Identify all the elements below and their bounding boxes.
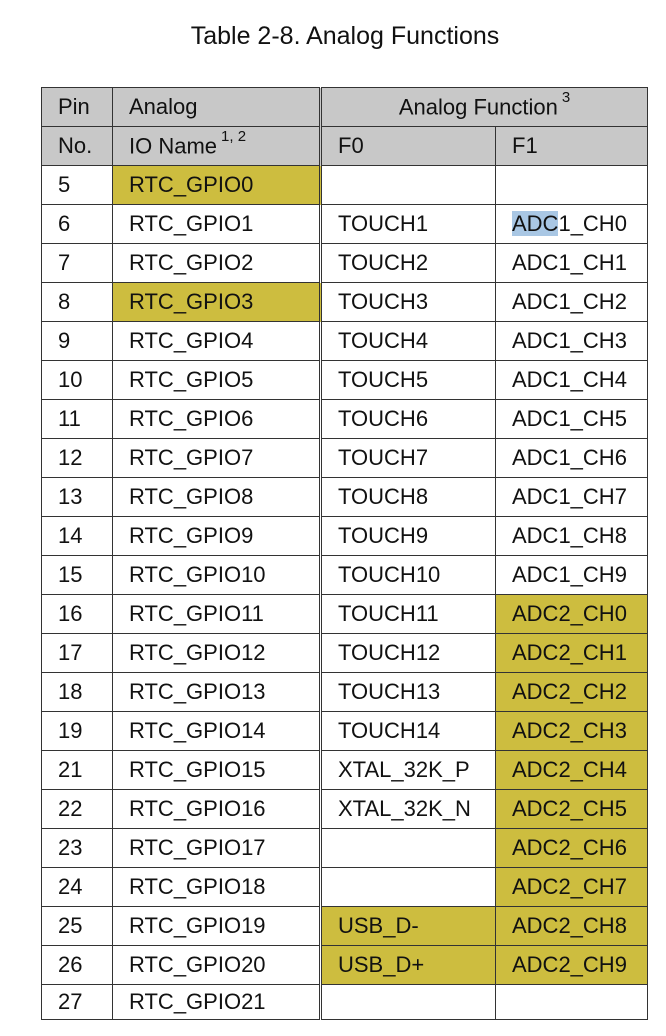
f0-cell <box>321 985 496 1020</box>
f1-cell: ADC1_CH6 <box>496 439 648 478</box>
table-row <box>42 829 648 868</box>
io-name-cell: RTC_GPIO21 <box>113 985 321 1020</box>
pin-number-cell: 21 <box>42 751 113 790</box>
pin-number-cell: 5 <box>42 166 113 205</box>
f0-cell: TOUCH5 <box>321 361 496 400</box>
f1-cell: ADC1_CH4 <box>496 361 648 400</box>
f0-cell: TOUCH4 <box>321 322 496 361</box>
io-name-cell: RTC_GPIO4 <box>113 322 321 361</box>
io-header-line1: Analog <box>113 88 321 127</box>
table-row <box>42 868 648 907</box>
io-name-cell: RTC_GPIO9 <box>113 517 321 556</box>
f0-cell: TOUCH11 <box>321 595 496 634</box>
io-name-cell: RTC_GPIO7 <box>113 439 321 478</box>
f1-cell: ADC1_CH9 <box>496 556 648 595</box>
pin-number-cell: 25 <box>42 907 113 946</box>
table-row <box>42 556 648 595</box>
table-row <box>42 985 648 1020</box>
io-name-cell: RTC_GPIO13 <box>113 673 321 712</box>
f1-cell: ADC2_CH4 <box>496 751 648 790</box>
io-name-cell: RTC_GPIO0 <box>113 166 321 205</box>
table-row <box>42 478 648 517</box>
table-row <box>42 673 648 712</box>
f0-cell: TOUCH12 <box>321 634 496 673</box>
f0-cell <box>321 868 496 907</box>
f0-cell: TOUCH9 <box>321 517 496 556</box>
f1-cell: ADC2_CH6 <box>496 829 648 868</box>
io-name-cell: RTC_GPIO12 <box>113 634 321 673</box>
pin-number-cell: 23 <box>42 829 113 868</box>
f1-cell: ADC1_CH3 <box>496 322 648 361</box>
pin-header-line2: No. <box>42 127 113 166</box>
f0-cell: TOUCH10 <box>321 556 496 595</box>
f0-cell: USB_D- <box>321 907 496 946</box>
io-name-footnote: 1, 2 <box>221 128 247 146</box>
table-row <box>42 283 648 322</box>
pin-number-cell: 16 <box>42 595 113 634</box>
pin-number-cell: 7 <box>42 244 113 283</box>
analog-function-label: Analog Function <box>398 94 558 120</box>
table-row <box>42 634 648 673</box>
io-name-cell: RTC_GPIO17 <box>113 829 321 868</box>
f0-cell: TOUCH1 <box>321 205 496 244</box>
pin-number-cell: 11 <box>42 400 113 439</box>
f1-cell: ADC2_CH8 <box>496 907 648 946</box>
table-row <box>42 751 648 790</box>
analog-function-header <box>321 88 648 127</box>
f0-cell: XTAL_32K_P <box>321 751 496 790</box>
pin-number-cell: 6 <box>42 205 113 244</box>
f1-cell <box>496 985 648 1020</box>
analog-functions-table <box>41 87 648 1020</box>
table-row <box>42 205 648 244</box>
io-name-cell: RTC_GPIO3 <box>113 283 321 322</box>
f1-cell <box>496 166 648 205</box>
f1-cell: ADC2_CH7 <box>496 868 648 907</box>
table-row <box>42 322 648 361</box>
table-row <box>42 595 648 634</box>
f1-cell: ADC1_CH2 <box>496 283 648 322</box>
table-title: Table 2-8. Analog Functions <box>190 22 500 50</box>
f0-cell: TOUCH14 <box>321 712 496 751</box>
io-name-cell: RTC_GPIO20 <box>113 946 321 985</box>
io-name-label: IO Name <box>129 133 218 159</box>
f1-cell <box>496 205 648 244</box>
table-row <box>42 166 648 205</box>
pin-number-cell: 13 <box>42 478 113 517</box>
io-name-cell: RTC_GPIO16 <box>113 790 321 829</box>
table-row <box>42 439 648 478</box>
f1-cell: ADC2_CH5 <box>496 790 648 829</box>
f1-cell: ADC1_CH5 <box>496 400 648 439</box>
table-row <box>42 712 648 751</box>
table-row <box>42 946 648 985</box>
pin-number-cell: 14 <box>42 517 113 556</box>
f0-cell: TOUCH8 <box>321 478 496 517</box>
f1-cell: ADC2_CH9 <box>496 946 648 985</box>
table-body <box>42 166 648 1020</box>
f0-cell: TOUCH6 <box>321 400 496 439</box>
pin-number-cell: 27 <box>42 985 113 1020</box>
table-row <box>42 361 648 400</box>
io-name-cell: RTC_GPIO5 <box>113 361 321 400</box>
pin-number-cell: 26 <box>42 946 113 985</box>
io-header-line2 <box>113 127 321 166</box>
f1-cell: ADC1_CH8 <box>496 517 648 556</box>
pin-number-cell: 10 <box>42 361 113 400</box>
f1-cell: ADC2_CH3 <box>496 712 648 751</box>
table-row <box>42 907 648 946</box>
pin-number-cell: 18 <box>42 673 113 712</box>
header-row-1 <box>42 88 648 127</box>
header-row-2 <box>42 127 648 166</box>
f0-cell <box>321 166 496 205</box>
table-row <box>42 790 648 829</box>
f1-cell: ADC2_CH0 <box>496 595 648 634</box>
io-name-cell: RTC_GPIO15 <box>113 751 321 790</box>
f0-cell: TOUCH2 <box>321 244 496 283</box>
table-row <box>42 400 648 439</box>
pin-number-cell: 12 <box>42 439 113 478</box>
io-name-cell: RTC_GPIO14 <box>113 712 321 751</box>
f1-cell: ADC1_CH7 <box>496 478 648 517</box>
io-name-cell: RTC_GPIO11 <box>113 595 321 634</box>
f0-cell: TOUCH13 <box>321 673 496 712</box>
pin-number-cell: 19 <box>42 712 113 751</box>
f1-cell: ADC1_CH1 <box>496 244 648 283</box>
f1-cell: ADC2_CH2 <box>496 673 648 712</box>
table-row <box>42 517 648 556</box>
f1-header: F1 <box>496 127 648 166</box>
text-selection: ADC <box>512 211 559 236</box>
f1-cell: ADC2_CH1 <box>496 634 648 673</box>
pin-header-line1: Pin <box>42 88 113 127</box>
text-remainder: 1_CH0 <box>558 211 627 236</box>
f0-cell <box>321 829 496 868</box>
f0-cell: USB_D+ <box>321 946 496 985</box>
f0-cell: TOUCH7 <box>321 439 496 478</box>
io-name-cell: RTC_GPIO10 <box>113 556 321 595</box>
pin-number-cell: 8 <box>42 283 113 322</box>
f0-header: F0 <box>321 127 496 166</box>
table-row <box>42 244 648 283</box>
pin-number-cell: 22 <box>42 790 113 829</box>
pin-number-cell: 24 <box>42 868 113 907</box>
io-name-cell: RTC_GPIO2 <box>113 244 321 283</box>
pin-number-cell: 15 <box>42 556 113 595</box>
pin-number-cell: 9 <box>42 322 113 361</box>
f0-cell: XTAL_32K_N <box>321 790 496 829</box>
io-name-cell: RTC_GPIO1 <box>113 205 321 244</box>
io-name-cell: RTC_GPIO18 <box>113 868 321 907</box>
f0-cell: TOUCH3 <box>321 283 496 322</box>
io-name-cell: RTC_GPIO19 <box>113 907 321 946</box>
io-name-cell: RTC_GPIO6 <box>113 400 321 439</box>
io-name-cell: RTC_GPIO8 <box>113 478 321 517</box>
analog-function-footnote: 3 <box>561 89 571 107</box>
pin-number-cell: 17 <box>42 634 113 673</box>
